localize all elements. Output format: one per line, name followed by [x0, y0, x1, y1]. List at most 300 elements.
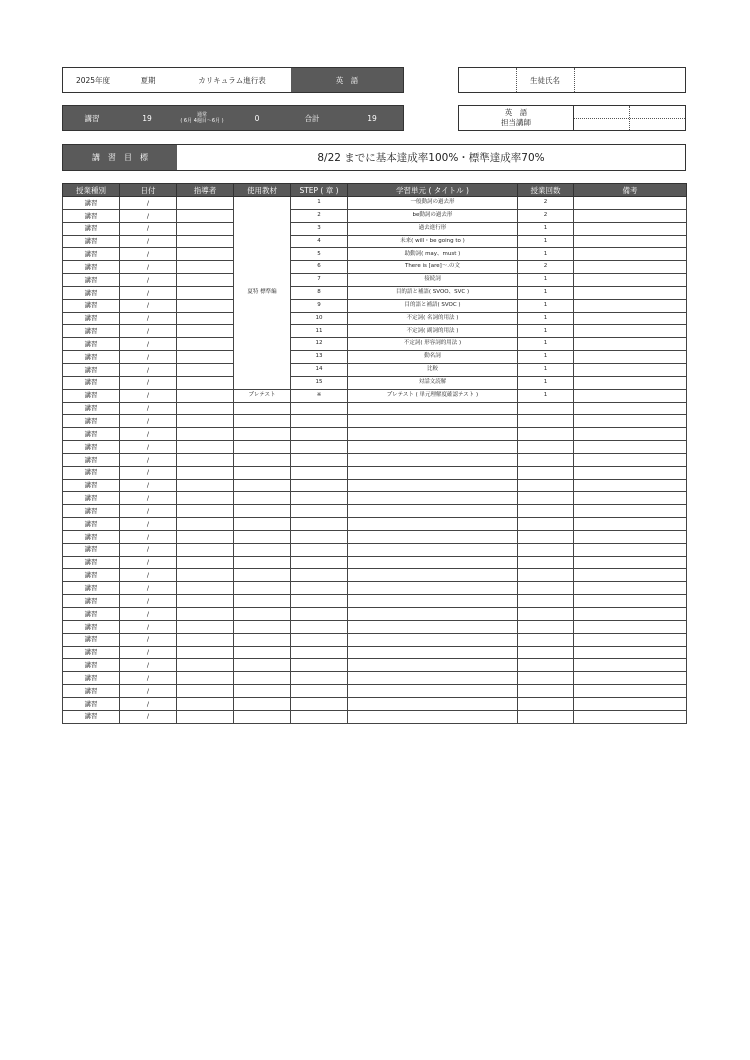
lesson-type-cell: 講習: [63, 595, 120, 608]
step-cell: [291, 646, 348, 659]
date-cell[interactable]: /: [120, 479, 177, 492]
notes-cell[interactable]: [574, 466, 687, 479]
table-row: [63, 697, 687, 710]
notes-cell[interactable]: [574, 608, 687, 621]
instructor-cell[interactable]: [177, 659, 234, 672]
date-cell[interactable]: /: [120, 505, 177, 518]
column-header-lesson-count: 授業回数: [518, 184, 574, 197]
material-cell[interactable]: [234, 402, 291, 415]
step-cell: [291, 441, 348, 454]
step-cell: 7: [291, 274, 348, 287]
unit-title-cell: [348, 428, 518, 441]
date-cell[interactable]: /: [120, 672, 177, 685]
lesson-count-cell: 1: [518, 248, 574, 261]
lesson-count-cell: [518, 595, 574, 608]
material-cell[interactable]: [234, 608, 291, 621]
date-cell[interactable]: /: [120, 325, 177, 338]
table-row: [63, 556, 687, 569]
step-cell: 11: [291, 325, 348, 338]
date-cell[interactable]: /: [120, 389, 177, 402]
table-row: [63, 569, 687, 582]
instructor-cell[interactable]: [177, 222, 234, 235]
notes-cell[interactable]: [574, 685, 687, 698]
notes-cell[interactable]: [574, 248, 687, 261]
step-cell: [291, 595, 348, 608]
lesson-count-cell: 1: [518, 299, 574, 312]
instructor-cell[interactable]: [177, 672, 234, 685]
table-row: [63, 209, 687, 222]
regular-lesson-count: 0: [254, 113, 260, 123]
notes-cell[interactable]: [574, 595, 687, 608]
date-cell[interactable]: /: [120, 248, 177, 261]
year-label: 2025年度: [75, 75, 111, 85]
lesson-goal-box: [62, 144, 686, 171]
column-header-step: STEP ( 章 ): [291, 184, 348, 197]
lesson-count-cell: 1: [518, 286, 574, 299]
lesson-type-cell: 講習: [63, 197, 120, 210]
material-cell-pretest: プレテスト: [234, 389, 291, 402]
unit-title-cell: be動詞の過去形: [348, 209, 518, 222]
table-row: [63, 299, 687, 312]
instructor-cell[interactable]: [177, 633, 234, 646]
material-cell[interactable]: [234, 543, 291, 556]
lesson-count-cell: [518, 556, 574, 569]
table-row: [63, 402, 687, 415]
unit-title-cell: [348, 505, 518, 518]
lesson-count-cell: [518, 569, 574, 582]
lesson-type-cell: 講習: [63, 325, 120, 338]
date-cell[interactable]: /: [120, 441, 177, 454]
material-cell[interactable]: [234, 415, 291, 428]
instructor-cell[interactable]: [177, 402, 234, 415]
instructor-cell[interactable]: [177, 248, 234, 261]
step-cell: 5: [291, 248, 348, 261]
table-row: [63, 376, 687, 389]
table-row: [63, 312, 687, 325]
lesson-type-cell: 講習: [63, 505, 120, 518]
lesson-type-cell: 講習: [63, 376, 120, 389]
table-row: [63, 543, 687, 556]
step-cell: [291, 685, 348, 698]
column-header-instructor: 指導者: [177, 184, 234, 197]
table-row: [63, 492, 687, 505]
lesson-type-cell: 講習: [63, 222, 120, 235]
material-cell[interactable]: [234, 453, 291, 466]
instructor-cell[interactable]: [177, 518, 234, 531]
date-cell[interactable]: /: [120, 261, 177, 274]
lesson-count-cell: [518, 505, 574, 518]
step-cell: [291, 415, 348, 428]
notes-cell[interactable]: [574, 363, 687, 376]
instructor-cell[interactable]: [177, 543, 234, 556]
notes-cell[interactable]: [574, 441, 687, 454]
notes-cell[interactable]: [574, 569, 687, 582]
term-label: 夏期: [140, 75, 156, 85]
date-cell[interactable]: /: [120, 556, 177, 569]
material-cell[interactable]: [234, 466, 291, 479]
unit-title-cell: 比較: [348, 363, 518, 376]
date-cell[interactable]: /: [120, 363, 177, 376]
teacher-label-role: 担当講師: [501, 118, 531, 127]
material-cell[interactable]: [234, 710, 291, 723]
lesson-count-cell: 1: [518, 338, 574, 351]
lesson-count-cell: [518, 492, 574, 505]
lesson-type-cell: 講習: [63, 209, 120, 222]
instructor-cell[interactable]: [177, 492, 234, 505]
date-cell[interactable]: /: [120, 235, 177, 248]
instructor-cell[interactable]: [177, 582, 234, 595]
step-cell: [291, 697, 348, 710]
total-count: 19: [367, 113, 377, 123]
step-cell: 4: [291, 235, 348, 248]
notes-cell[interactable]: [574, 197, 687, 210]
table-row: [63, 453, 687, 466]
step-cell: [291, 569, 348, 582]
material-cell[interactable]: [234, 441, 291, 454]
date-cell[interactable]: /: [120, 402, 177, 415]
notes-cell[interactable]: [574, 261, 687, 274]
teacher-field[interactable]: [574, 106, 685, 130]
notes-cell[interactable]: [574, 710, 687, 723]
table-row: [63, 659, 687, 672]
table-row: [63, 248, 687, 261]
instructor-cell[interactable]: [177, 556, 234, 569]
notes-cell[interactable]: [574, 415, 687, 428]
curriculum-table: [62, 183, 687, 724]
lesson-type-cell: 講習: [63, 633, 120, 646]
unit-title-cell: 不定詞( 形容詞的用法 ): [348, 338, 518, 351]
notes-cell[interactable]: [574, 543, 687, 556]
instructor-cell[interactable]: [177, 646, 234, 659]
step-cell: 8: [291, 286, 348, 299]
unit-title-cell: 接続詞: [348, 274, 518, 287]
instructor-cell[interactable]: [177, 428, 234, 441]
material-cell[interactable]: [234, 569, 291, 582]
table-row: [63, 595, 687, 608]
material-cell[interactable]: [234, 685, 291, 698]
step-cell: [291, 710, 348, 723]
instructor-cell[interactable]: [177, 620, 234, 633]
lesson-kind-count: 19: [142, 113, 152, 123]
lesson-count-cell: 1: [518, 222, 574, 235]
lesson-type-cell: 講習: [63, 646, 120, 659]
notes-cell[interactable]: [574, 518, 687, 531]
table-row: [63, 235, 687, 248]
table-row: [63, 363, 687, 376]
unit-title-cell: [348, 466, 518, 479]
lesson-count-cell: [518, 672, 574, 685]
instructor-cell[interactable]: [177, 441, 234, 454]
date-cell[interactable]: /: [120, 582, 177, 595]
material-cell[interactable]: [234, 505, 291, 518]
material-cell[interactable]: [234, 492, 291, 505]
notes-cell[interactable]: [574, 325, 687, 338]
notes-cell[interactable]: [574, 620, 687, 633]
date-cell[interactable]: /: [120, 608, 177, 621]
table-row: [63, 389, 687, 402]
date-cell[interactable]: /: [120, 197, 177, 210]
unit-title-cell: [348, 582, 518, 595]
date-cell[interactable]: /: [120, 543, 177, 556]
material-cell[interactable]: [234, 633, 291, 646]
notes-cell[interactable]: [574, 530, 687, 543]
lesson-type-cell: 講習: [63, 582, 120, 595]
unit-title-cell: 過去進行形: [348, 222, 518, 235]
lesson-count-cell: 1: [518, 389, 574, 402]
lesson-type-cell: 講習: [63, 608, 120, 621]
lesson-type-cell: 講習: [63, 428, 120, 441]
step-cell: [291, 659, 348, 672]
material-cell-main: 夏特 標準編: [234, 197, 291, 390]
date-cell[interactable]: /: [120, 299, 177, 312]
table-row: [63, 351, 687, 364]
unit-title-cell: 助動詞( may、must ): [348, 248, 518, 261]
lesson-count-cell: 2: [518, 209, 574, 222]
instructor-cell[interactable]: [177, 363, 234, 376]
date-cell[interactable]: /: [120, 466, 177, 479]
lesson-count-cell: 1: [518, 235, 574, 248]
instructor-cell[interactable]: [177, 595, 234, 608]
notes-cell[interactable]: [574, 235, 687, 248]
lesson-type-cell: 講習: [63, 299, 120, 312]
lesson-count-cell: [518, 530, 574, 543]
table-row: [63, 441, 687, 454]
lesson-type-cell: 講習: [63, 274, 120, 287]
step-cell: [291, 530, 348, 543]
instructor-cell[interactable]: [177, 325, 234, 338]
notes-cell[interactable]: [574, 505, 687, 518]
step-cell: 12: [291, 338, 348, 351]
instructor-cell[interactable]: [177, 338, 234, 351]
date-cell[interactable]: /: [120, 530, 177, 543]
lesson-type-cell: 講習: [63, 248, 120, 261]
unit-title-cell: [348, 685, 518, 698]
divider: [629, 106, 630, 130]
date-cell[interactable]: /: [120, 376, 177, 389]
notes-cell[interactable]: [574, 299, 687, 312]
column-header-unit-title: 学習単元 ( タイトル ): [348, 184, 518, 197]
unit-title-cell: [348, 620, 518, 633]
instructor-cell[interactable]: [177, 389, 234, 402]
lesson-type-cell: 講習: [63, 710, 120, 723]
table-row: [63, 685, 687, 698]
instructor-cell[interactable]: [177, 466, 234, 479]
table-row: [63, 505, 687, 518]
lesson-count-cell: [518, 685, 574, 698]
instructor-cell[interactable]: [177, 261, 234, 274]
notes-cell[interactable]: [574, 659, 687, 672]
lesson-count-cell: [518, 453, 574, 466]
step-cell: [291, 672, 348, 685]
lesson-type-cell: 講習: [63, 530, 120, 543]
step-cell: 9: [291, 299, 348, 312]
step-cell: [291, 620, 348, 633]
material-cell[interactable]: [234, 659, 291, 672]
date-cell[interactable]: /: [120, 569, 177, 582]
instructor-cell[interactable]: [177, 697, 234, 710]
column-header-type: 授業種別: [63, 184, 120, 197]
notes-cell[interactable]: [574, 351, 687, 364]
lesson-type-cell: 講習: [63, 415, 120, 428]
student-name-field[interactable]: [574, 68, 685, 92]
date-cell[interactable]: /: [120, 312, 177, 325]
date-cell[interactable]: /: [120, 338, 177, 351]
lesson-type-cell: 講習: [63, 363, 120, 376]
material-cell[interactable]: [234, 595, 291, 608]
date-cell[interactable]: /: [120, 595, 177, 608]
step-cell: [291, 556, 348, 569]
notes-cell[interactable]: [574, 697, 687, 710]
notes-cell[interactable]: [574, 633, 687, 646]
notes-cell[interactable]: [574, 209, 687, 222]
lesson-count-cell: [518, 608, 574, 621]
date-cell[interactable]: /: [120, 492, 177, 505]
table-row: [63, 672, 687, 685]
notes-cell[interactable]: [574, 286, 687, 299]
notes-cell[interactable]: [574, 582, 687, 595]
date-cell[interactable]: /: [120, 209, 177, 222]
instructor-cell[interactable]: [177, 479, 234, 492]
date-cell[interactable]: /: [120, 620, 177, 633]
date-cell[interactable]: /: [120, 633, 177, 646]
table-row: [63, 222, 687, 235]
unit-title-cell: [348, 569, 518, 582]
step-cell: 6: [291, 261, 348, 274]
date-cell[interactable]: /: [120, 685, 177, 698]
lesson-count-cell: [518, 415, 574, 428]
table-row: [63, 479, 687, 492]
date-cell[interactable]: /: [120, 453, 177, 466]
table-header-row: [63, 184, 687, 197]
material-cell[interactable]: [234, 556, 291, 569]
instructor-cell[interactable]: [177, 299, 234, 312]
notes-cell[interactable]: [574, 222, 687, 235]
lesson-summary-box: [62, 105, 404, 131]
date-cell[interactable]: /: [120, 518, 177, 531]
instructor-cell[interactable]: [177, 608, 234, 621]
date-cell[interactable]: /: [120, 646, 177, 659]
date-cell[interactable]: /: [120, 415, 177, 428]
notes-cell[interactable]: [574, 556, 687, 569]
table-row: [63, 338, 687, 351]
step-cell: [291, 466, 348, 479]
notes-cell[interactable]: [574, 389, 687, 402]
student-name-box: [458, 67, 686, 93]
date-cell[interactable]: /: [120, 710, 177, 723]
goal-text: 8/22 までに基本達成率100%・標準達成率70%: [317, 152, 545, 164]
instructor-cell[interactable]: [177, 530, 234, 543]
unit-title-cell: [348, 556, 518, 569]
instructor-cell[interactable]: [177, 235, 234, 248]
date-cell[interactable]: /: [120, 697, 177, 710]
date-cell[interactable]: /: [120, 222, 177, 235]
instructor-cell[interactable]: [177, 415, 234, 428]
instructor-cell[interactable]: [177, 351, 234, 364]
unit-title-cell: [348, 608, 518, 621]
date-cell[interactable]: /: [120, 274, 177, 287]
step-cell: [291, 582, 348, 595]
notes-cell[interactable]: [574, 479, 687, 492]
table-row: [63, 518, 687, 531]
table-row: [63, 530, 687, 543]
notes-cell[interactable]: [574, 274, 687, 287]
notes-cell[interactable]: [574, 672, 687, 685]
step-cell: [291, 608, 348, 621]
instructor-cell[interactable]: [177, 685, 234, 698]
material-cell[interactable]: [234, 646, 291, 659]
material-cell[interactable]: [234, 672, 291, 685]
instructor-cell[interactable]: [177, 209, 234, 222]
column-header-material: 使用教材: [234, 184, 291, 197]
notes-cell[interactable]: [574, 646, 687, 659]
step-cell: 3: [291, 222, 348, 235]
instructor-cell[interactable]: [177, 197, 234, 210]
instructor-cell[interactable]: [177, 505, 234, 518]
step-cell: 10: [291, 312, 348, 325]
table-row: [63, 428, 687, 441]
lesson-type-cell: 講習: [63, 672, 120, 685]
unit-title-cell: 対話文読解: [348, 376, 518, 389]
instructor-cell[interactable]: [177, 710, 234, 723]
lesson-type-cell: 講習: [63, 518, 120, 531]
material-cell[interactable]: [234, 428, 291, 441]
notes-cell[interactable]: [574, 428, 687, 441]
lesson-type-cell: 講習: [63, 466, 120, 479]
date-cell[interactable]: /: [120, 351, 177, 364]
date-cell[interactable]: /: [120, 286, 177, 299]
date-cell[interactable]: /: [120, 659, 177, 672]
lesson-type-cell: 講習: [63, 235, 120, 248]
material-cell[interactable]: [234, 697, 291, 710]
unit-title-cell: [348, 530, 518, 543]
material-cell[interactable]: [234, 518, 291, 531]
material-cell[interactable]: [234, 582, 291, 595]
notes-cell[interactable]: [574, 453, 687, 466]
step-cell: [291, 505, 348, 518]
notes-cell[interactable]: [574, 376, 687, 389]
lesson-count-cell: [518, 402, 574, 415]
material-cell[interactable]: [234, 530, 291, 543]
lesson-type-cell: 講習: [63, 492, 120, 505]
step-cell: [291, 492, 348, 505]
instructor-cell[interactable]: [177, 274, 234, 287]
instructor-cell[interactable]: [177, 376, 234, 389]
material-cell[interactable]: [234, 620, 291, 633]
instructor-cell[interactable]: [177, 453, 234, 466]
instructor-cell[interactable]: [177, 312, 234, 325]
step-cell: [291, 479, 348, 492]
lesson-count-cell: [518, 582, 574, 595]
lesson-count-cell: [518, 710, 574, 723]
teacher-label-subject: 英 語: [504, 107, 528, 117]
notes-cell[interactable]: [574, 402, 687, 415]
table-body: [63, 197, 687, 724]
notes-cell[interactable]: [574, 312, 687, 325]
unit-title-cell: [348, 659, 518, 672]
notes-cell[interactable]: [574, 338, 687, 351]
lesson-count-cell: [518, 620, 574, 633]
instructor-cell[interactable]: [177, 569, 234, 582]
table-row: [63, 608, 687, 621]
date-cell[interactable]: /: [120, 428, 177, 441]
unit-title-cell: 動名詞: [348, 351, 518, 364]
lesson-type-cell: 講習: [63, 261, 120, 274]
instructor-cell[interactable]: [177, 286, 234, 299]
regular-lesson-label: [173, 106, 231, 130]
material-cell[interactable]: [234, 479, 291, 492]
notes-cell[interactable]: [574, 492, 687, 505]
step-cell: [291, 518, 348, 531]
